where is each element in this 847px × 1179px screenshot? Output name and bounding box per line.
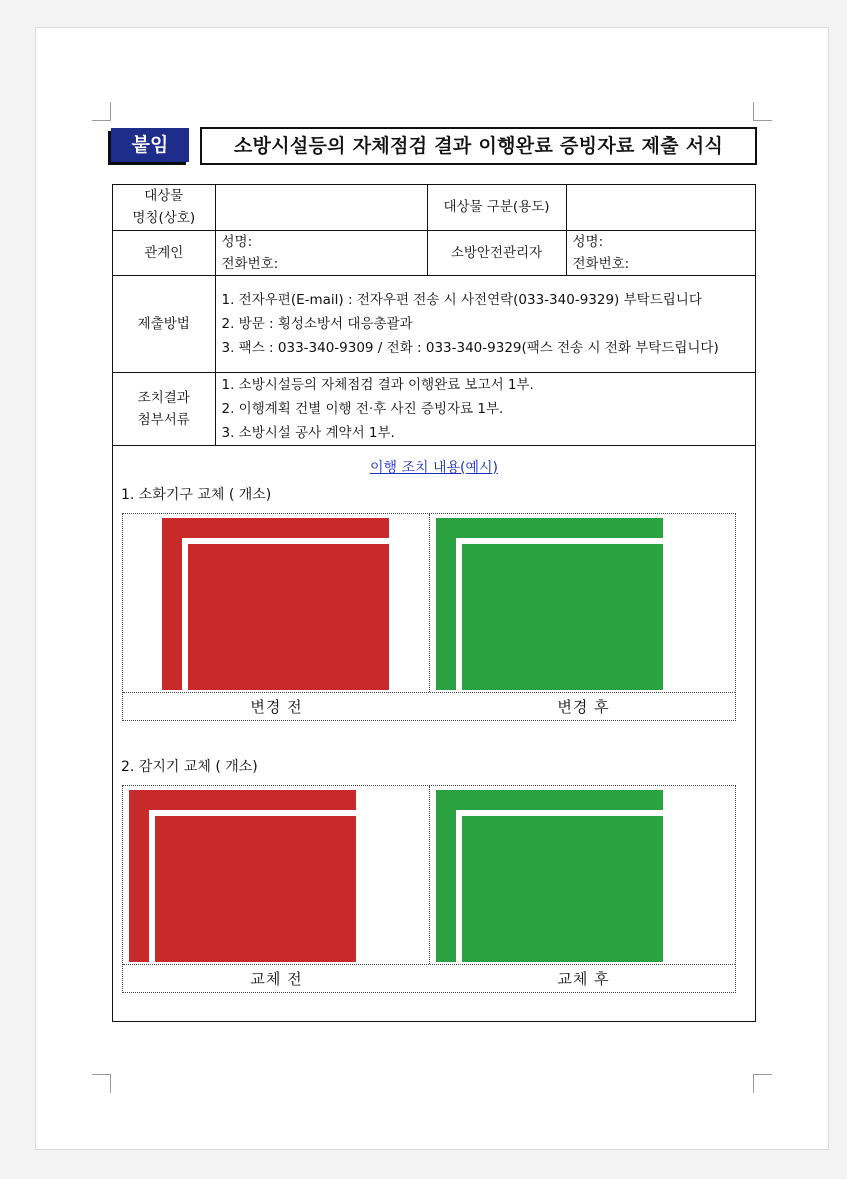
section1-before-cell[interactable]	[123, 514, 430, 692]
section1-caption-before: 변경 전	[250, 698, 303, 716]
owner-field[interactable]	[215, 230, 427, 275]
section-title-link[interactable]: 이행 조치 내용(예시)	[369, 460, 499, 476]
section2-after-cell[interactable]	[429, 786, 736, 964]
attachment-docs-list	[215, 372, 755, 445]
attach-item-contract: 3. 소방시설 공사 계약서 1부.	[221, 424, 395, 441]
attachment-docs-label: 조치결과 첨부서류	[113, 372, 215, 445]
owner-label: 관계인	[113, 230, 215, 275]
manager-name-label: 성명:	[572, 233, 604, 250]
target-type-field[interactable]	[566, 185, 755, 230]
manager-phone-label: 전화번호:	[572, 255, 630, 272]
owner-name-label: 성명:	[221, 233, 253, 250]
section1-photo-table	[122, 513, 736, 721]
submission-form	[112, 184, 756, 1022]
crop-mark-bottom-left	[92, 1074, 111, 1093]
document-title: 소방시설등의 자체점검 결과 이행완료 증빙자료 제출 서식	[200, 127, 757, 165]
target-type-label: 대상물 구분(용도)	[427, 185, 566, 230]
title-row	[111, 127, 755, 163]
fire-manager-field[interactable]	[566, 230, 755, 275]
info-table	[113, 185, 755, 446]
submit-item-fax: 3. 팩스 : 033-340-9309 / 전화 : 033-340-9329(팩스 전송 시 전화 부탁드립니다)	[221, 339, 719, 356]
crop-mark-top-left	[92, 102, 111, 121]
target-name-field[interactable]	[215, 185, 427, 230]
section2-before-cell[interactable]	[123, 786, 430, 964]
fire-manager-label: 소방안전관리자	[427, 230, 566, 275]
submit-item-visit: 2. 방문 : 횡성소방서 대응총괄과	[221, 315, 413, 332]
section2-caption-before: 교체 전	[250, 970, 303, 988]
section1-after-cell[interactable]	[429, 514, 736, 692]
section1-caption-after: 변경 후	[557, 698, 610, 716]
crop-mark-top-right	[753, 102, 772, 121]
submit-method-label: 제출방법	[113, 275, 215, 372]
section2-caption-after: 교체 후	[557, 970, 610, 988]
submit-method-list	[215, 275, 755, 372]
section2-heading: 2. 감지기 교체 ( 개소)	[121, 759, 258, 775]
attach-item-report: 1. 소방시설등의 자체점검 결과 이행완료 보고서 1부.	[221, 376, 534, 393]
attach-item-photos: 2. 이행계획 건별 이행 전·후 사진 증빙자료 1부.	[221, 400, 504, 417]
owner-phone-label: 전화번호:	[221, 255, 279, 272]
target-name-label: 대상물 명칭(상호)	[113, 185, 215, 230]
section1-heading: 1. 소화기구 교체 ( 개소)	[121, 487, 272, 503]
section2-photo-table	[122, 785, 736, 993]
submit-item-email: 1. 전자우편(E-mail) : 전자우편 전송 시 사전연락(033-340-9329) 부탁드립니다	[221, 291, 702, 308]
crop-mark-bottom-right	[753, 1074, 772, 1093]
attachment-badge: 붙임	[111, 128, 189, 162]
